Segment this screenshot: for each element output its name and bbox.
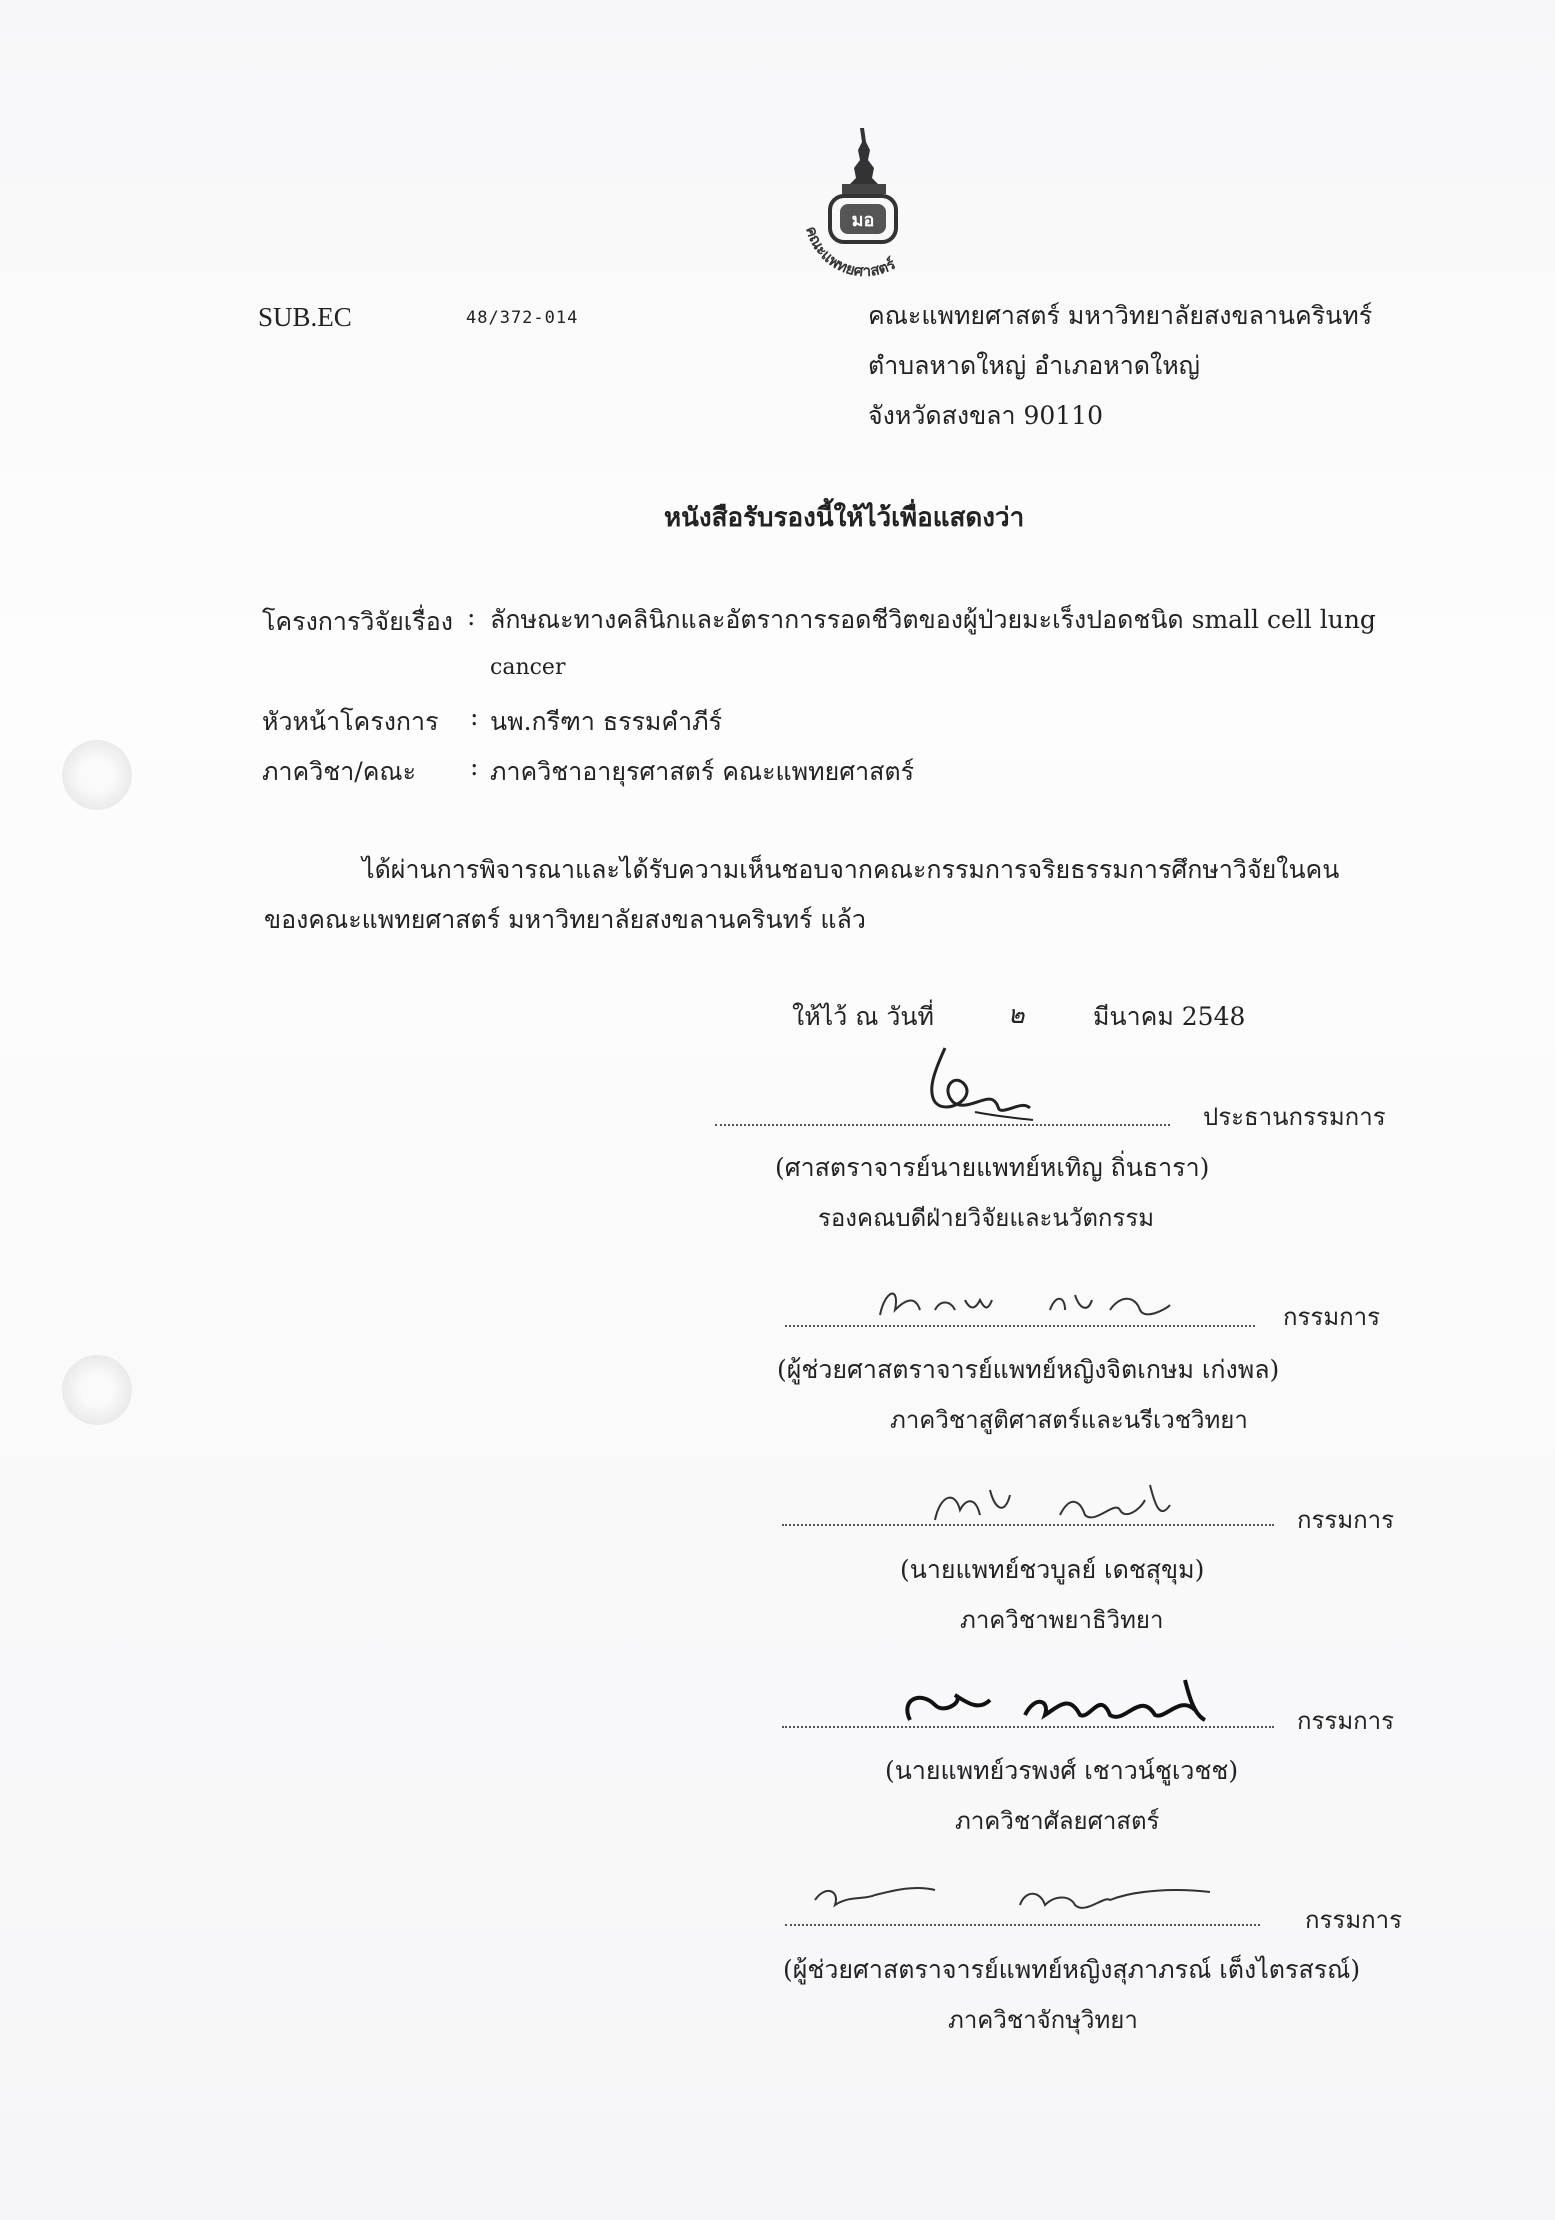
project-label: โครงการวิจัยเรื่อง: [262, 607, 453, 636]
given-day: ๒: [1008, 1000, 1025, 1029]
approval-text-line-1: ได้ผ่านการพิจารณาและได้รับความเห็นชอบจากคณะกรรมการจริยธรรมการศึกษาวิจัยในคน: [362, 855, 1340, 884]
department-colon: :: [470, 752, 479, 781]
signature-line: [715, 1124, 1170, 1126]
address-line-2: ตำบลหาดใหญ่ อำเภอหาดใหญ่: [868, 351, 1200, 380]
signature-line: [785, 1924, 1260, 1926]
project-title-line-1: ลักษณะทางคลินิกและอัตราการรอดชีวิตของผู้ป่วยมะเร็งปอดชนิด small cell lung: [490, 605, 1376, 634]
reference-code: SUB.EC: [258, 302, 352, 332]
signature-line: [782, 1726, 1274, 1728]
faculty-seal-logo: [790, 120, 935, 280]
signatory-name: (นายแพทย์ชวบูลย์ เดชสุขุม): [900, 1555, 1205, 1584]
paper-fold-mark: [62, 740, 132, 810]
leader-colon: :: [470, 702, 479, 731]
committee-signature: [870, 1270, 1190, 1330]
department-label: ภาควิชา/คณะ: [262, 757, 417, 786]
committee-signature: [895, 1660, 1225, 1745]
project-title-line-2: cancer: [490, 655, 566, 680]
signatory-name: (ศาสตราจารย์นายแพทย์หเทิญ ถิ่นธารา): [775, 1153, 1210, 1182]
signatory-name: (นายแพทย์วรพงศ์ เชาวน์ชูเวชช): [885, 1756, 1239, 1785]
department-value: ภาควิชาอายุรศาสตร์ คณะแพทยศาสตร์: [490, 757, 915, 786]
paper-fold-mark: [62, 1355, 132, 1425]
signature-line: [782, 1524, 1274, 1526]
signatory-position: ภาควิชาจักษุวิทยา: [948, 2006, 1138, 2034]
approval-text-line-2: ของคณะแพทยศาสตร์ มหาวิทยาลัยสงขลานครินทร์ แล้ว: [264, 905, 866, 934]
seal-arc-text: คณะแพทยศาสตร์: [802, 224, 899, 280]
signatory-role: กรรมการ: [1283, 1303, 1381, 1331]
signatory-name: (ผู้ช่วยศาสตราจารย์แพทย์หญิงจิตเกษม เก่งพล): [777, 1355, 1280, 1384]
given-month-year: มีนาคม 2548: [1093, 1002, 1246, 1031]
leader-label: หัวหน้าโครงการ: [262, 707, 439, 736]
signatory-role: กรรมการ: [1305, 1906, 1403, 1934]
leader-name: นพ.กรีฑา ธรรมคำภีร์: [490, 707, 723, 736]
svg-text:มอ: มอ: [851, 210, 875, 231]
chairman-signature: [905, 1040, 1035, 1125]
project-colon: :: [467, 602, 476, 631]
signatory-position: ภาควิชาพยาธิวิทยา: [960, 1606, 1164, 1634]
signatory-name: (ผู้ช่วยศาสตราจารย์แพทย์หญิงสุภาภรณ์ เต็งไตรสรณ์): [783, 1955, 1361, 1984]
committee-signature: [805, 1870, 1225, 1930]
certificate-title: หนังสือรับรองนี้ให้ไว้เพื่อแสดงว่า: [664, 503, 1025, 533]
signatory-role: กรรมการ: [1297, 1707, 1395, 1735]
signatory-position: ภาควิชาสูติศาสตร์และนรีเวชวิทยา: [890, 1406, 1248, 1434]
address-line-1: คณะแพทยศาสตร์ มหาวิทยาลัยสงขลานครินทร์: [868, 301, 1373, 330]
signatory-role: กรรมการ: [1297, 1506, 1395, 1534]
given-date-prefix: ให้ไว้ ณ วันที่: [792, 1002, 934, 1031]
address-line-3: จังหวัดสงขลา 90110: [868, 401, 1103, 430]
reference-number: 48/372-014: [466, 308, 579, 328]
signature-line: [785, 1325, 1255, 1327]
committee-signature: [920, 1470, 1220, 1540]
signatory-position: รองคณบดีฝ่ายวิจัยและนวัตกรรม: [818, 1204, 1155, 1232]
signatory-role: ประธานกรรมการ: [1203, 1103, 1386, 1131]
signatory-position: ภาควิชาศัลยศาสตร์: [955, 1807, 1160, 1835]
